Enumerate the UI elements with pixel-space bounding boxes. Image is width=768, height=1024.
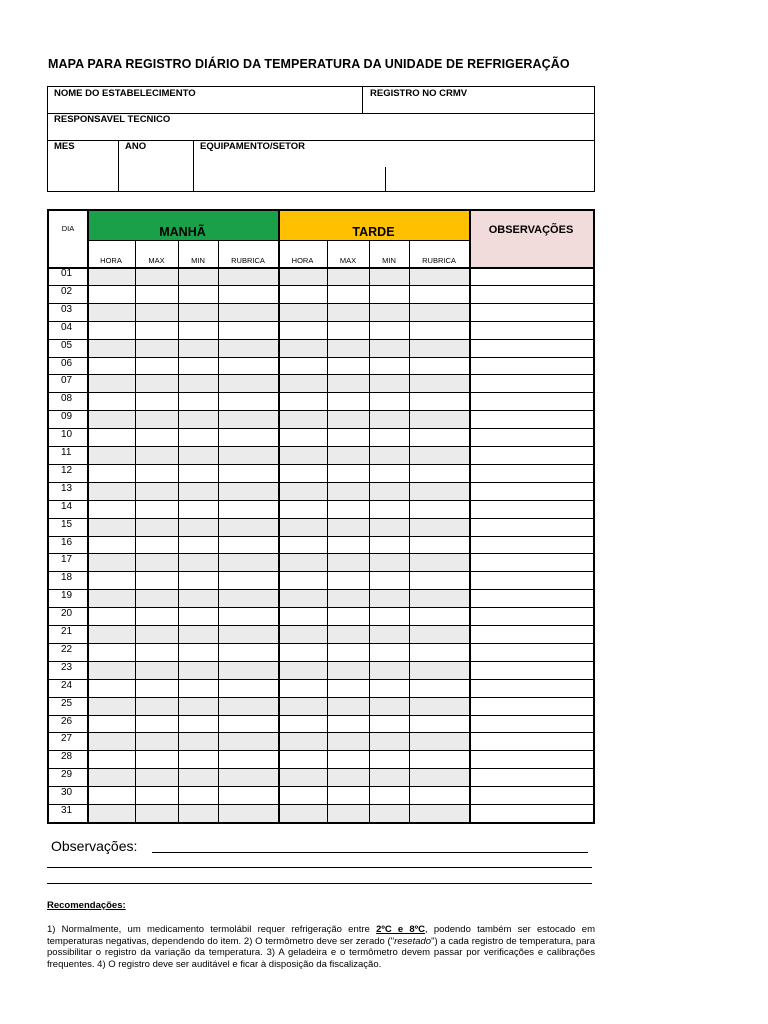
- row-divider: [47, 804, 595, 805]
- manha-header: MANHÃ: [159, 225, 206, 239]
- tarde-header: TARDE: [352, 225, 395, 239]
- subheader-max: MAX: [148, 256, 165, 265]
- row-divider: [47, 518, 595, 519]
- row-divider: [47, 607, 595, 608]
- row-divider: [47, 464, 595, 465]
- subheader-max: MAX: [339, 256, 357, 265]
- day-label: 01: [61, 268, 73, 279]
- equipamento-label: EQUIPAMENTO/SETOR: [200, 141, 306, 152]
- row-divider: [47, 374, 595, 375]
- row-divider: [47, 768, 595, 769]
- estabelecimento-label: NOME DO ESTABELECIMENTO: [54, 88, 196, 99]
- crmv-label: REGISTRO NO CRMV: [370, 88, 468, 99]
- divider: [193, 140, 194, 192]
- column-divider: [218, 240, 219, 824]
- row-divider: [47, 661, 595, 662]
- recomendacoes-title: Recomendações:: [47, 900, 126, 911]
- row-divider: [47, 822, 595, 823]
- row-divider: [47, 428, 595, 429]
- subheader-rubrica: RUBRICA: [231, 256, 265, 265]
- row-divider: [47, 679, 595, 680]
- rec-text-italic: resetado: [394, 935, 432, 947]
- row-divider: [47, 410, 595, 411]
- row-divider: [47, 750, 595, 751]
- day-label: 26: [61, 715, 73, 727]
- row-divider: [47, 697, 595, 698]
- day-label: 24: [61, 679, 73, 691]
- day-label: 16: [61, 536, 73, 548]
- row-divider: [47, 321, 595, 322]
- day-label: 23: [61, 661, 73, 673]
- row-divider: [47, 500, 595, 501]
- day-label: 06: [61, 357, 73, 369]
- mes-label: MES: [54, 141, 75, 152]
- rec-text-part: 1) Normalmente, um medicamento termolábil requer refrigeração entre: [47, 924, 377, 935]
- divider: [385, 167, 386, 192]
- day-label: 10: [61, 429, 73, 441]
- row-divider: [47, 267, 595, 269]
- day-label: 12: [61, 464, 73, 476]
- column-divider: [135, 240, 136, 824]
- row-divider: [47, 643, 595, 644]
- day-label: 14: [61, 500, 73, 512]
- temperature-range: 2ºC e 8ºC: [376, 924, 426, 935]
- day-label: 31: [61, 805, 73, 817]
- divider: [362, 87, 363, 113]
- row-divider: [47, 339, 595, 340]
- row-divider: [47, 589, 595, 590]
- day-label: 20: [61, 608, 73, 620]
- column-divider: [178, 240, 179, 824]
- subheader-hora: HORA: [100, 256, 122, 265]
- dia-header: DIA: [61, 224, 75, 233]
- day-label: 02: [61, 285, 73, 297]
- row-divider: [47, 357, 595, 358]
- row-divider: [47, 732, 595, 733]
- divider: [118, 140, 119, 192]
- rec-text-part: ") a cada registro de temperatura, para possibilitar o registro da variação da temperatura. 3) A geladeira e o termômetro devem passar por verificações e calibrações frequentes. 4) O registro deve ser auditável e ficar à disposição da fiscalização.: [47, 935, 595, 970]
- subheader-rubrica: RUBRICA: [422, 256, 456, 265]
- day-label: 19: [61, 590, 73, 602]
- day-label: 03: [61, 303, 73, 315]
- day-label: 25: [61, 697, 73, 709]
- row-divider: [47, 285, 595, 286]
- subheader-hora: HORA: [291, 256, 314, 265]
- subheader-min: MIN: [382, 256, 396, 265]
- day-label: 17: [61, 554, 73, 566]
- column-divider: [327, 240, 328, 824]
- observacoes-label: Observações:: [51, 838, 138, 854]
- header-form: [47, 86, 595, 192]
- day-label: 21: [61, 626, 73, 638]
- day-label: 07: [61, 375, 73, 387]
- row-divider: [47, 786, 595, 787]
- column-divider: [369, 240, 370, 824]
- subheader-min: MIN: [191, 256, 205, 265]
- rec-text-part: , podendo também ser estocado em temperaturas negativas, dependendo do item. 2) O termômetro deve ser zerado (": [47, 924, 595, 947]
- row-divider: [47, 482, 595, 483]
- row-divider: [47, 303, 595, 304]
- page-title: MAPA PARA REGISTRO DIÁRIO DA TEMPERATURA DA UNIDADE DE REFRIGERAÇÃO: [48, 57, 570, 71]
- day-label: 29: [61, 769, 73, 781]
- row-divider: [47, 571, 595, 572]
- day-label: 15: [61, 518, 73, 530]
- observacoes-line: [47, 883, 592, 884]
- column-divider: [87, 209, 89, 824]
- day-label: 08: [61, 393, 73, 405]
- day-label: 05: [61, 339, 73, 351]
- observacoes-header: OBSERVAÇÕES: [488, 224, 574, 236]
- day-label: 22: [61, 643, 73, 655]
- day-label: 13: [61, 482, 73, 494]
- day-label: 18: [61, 572, 73, 584]
- column-divider: [409, 240, 410, 824]
- day-label: 09: [61, 411, 73, 423]
- row-divider: [47, 536, 595, 537]
- column-divider: [278, 209, 280, 824]
- responsavel-label: RESPONSAVEL TECNICO: [54, 114, 171, 125]
- day-label: 27: [61, 733, 73, 745]
- recomendacoes-text: [47, 924, 595, 970]
- row-divider: [47, 446, 595, 447]
- row-divider: [47, 553, 595, 554]
- row-divider: [47, 625, 595, 626]
- observacoes-line: [152, 852, 588, 853]
- observacoes-line: [47, 867, 592, 868]
- day-label: 30: [61, 787, 73, 799]
- day-label: 28: [61, 751, 73, 763]
- day-label: 11: [61, 447, 72, 459]
- column-divider: [469, 209, 471, 824]
- row-divider: [47, 715, 595, 716]
- ano-label: ANO: [125, 141, 147, 152]
- row-divider: [47, 392, 595, 393]
- day-label: 04: [61, 321, 73, 333]
